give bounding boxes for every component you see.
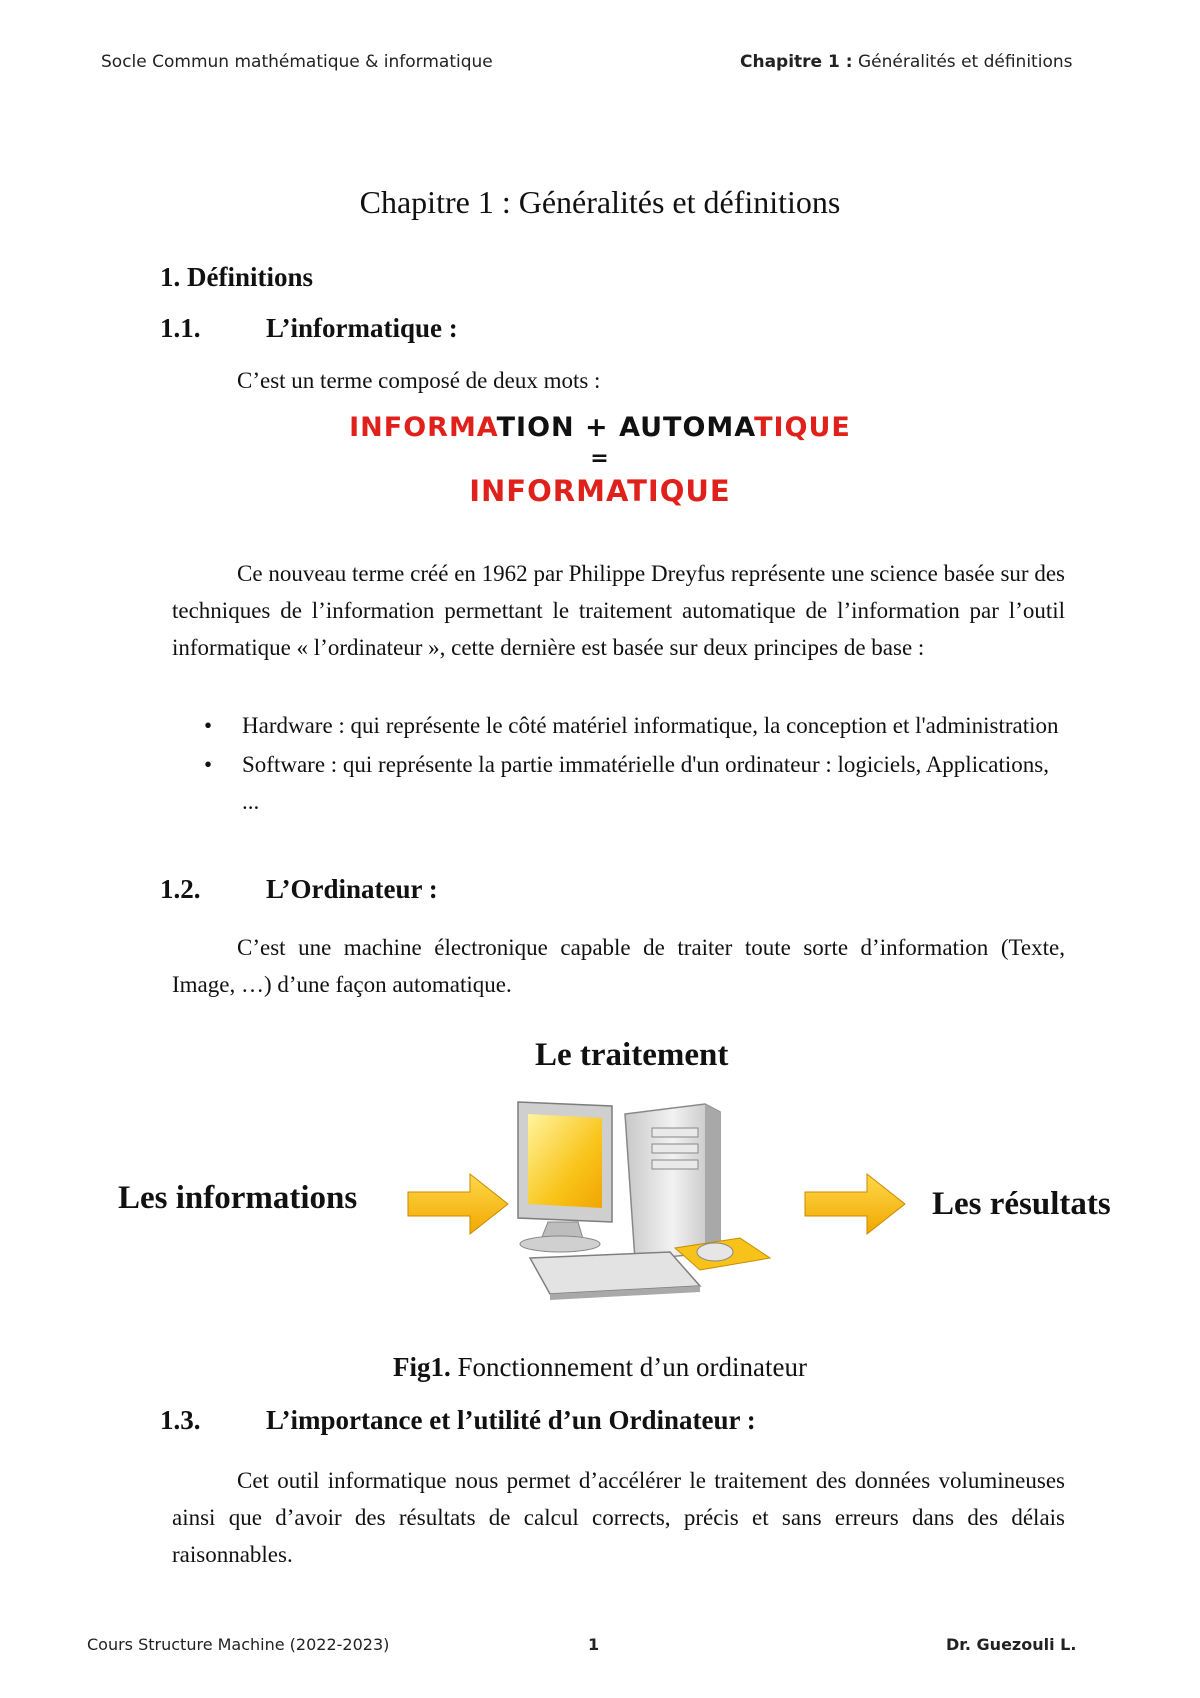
formula-plus: + [574,412,620,443]
section-1-3-title: L’importance et l’utilité d’un Ordinateur : [266,1405,756,1435]
formula-word1-black: TION [496,412,575,443]
chapter-title: Chapitre 1 : Généralités et définitions [359,184,841,220]
section-1-1-number: 1.1. [160,313,201,343]
section-1-2-paragraph: C’est une machine électronique capable de traiter toute sorte d’information (Texte, Image, …) d’une façon automatique. [172,935,1065,997]
list-item-hardware: • Hardware : qui représente le côté matériel informatique, la conception et l'administration [198,707,1066,744]
section-1-2-heading [160,874,438,905]
computer-diagram [400,1080,920,1320]
running-header-right [740,52,1072,72]
section-1-1-intro: C’est un terme composé de deux mots : [237,368,601,393]
section-1-2-number: 1.2. [160,874,201,904]
formula-word2-red: TIQUE [754,412,851,443]
formula-result: INFORMATIQUE [469,474,731,508]
section-1-2-title: L’Ordinateur : [266,874,438,904]
figure-caption [0,1352,1200,1383]
input-arrow-icon [408,1174,508,1234]
formula-equals: = [590,446,610,471]
section-1-3-number: 1.3. [160,1405,201,1435]
formula-line [0,412,1200,443]
formula-word1-red: INFORMA [349,412,497,443]
page-number: 1 [588,1635,600,1654]
section-1-3-heading [160,1405,756,1436]
monitor-icon [518,1102,612,1252]
figure-caption-text: Fonctionnement d’un ordinateur [450,1352,807,1382]
section-1-1-title: L’informatique : [266,313,458,343]
section-1-1-paragraph: Ce nouveau terme créé en 1962 par Philippe Dreyfus représente une science basée sur des techniques de l’information permettant le traitement automatique de l’information par l’outil informatique « l’ordinateur », cette dernière est basée sur deux principes de base : [172,561,1065,660]
section-1-3-paragraph: Cet outil informatique nous permet d’accélérer le traitement des données volumineuses ainsi que d’avoir des résultats de calcul corrects, précis et sans erreurs dans des délais raisonnables. [172,1468,1065,1567]
figure-caption-label: Fig1. [393,1352,451,1382]
footer-course: Cours Structure Machine (2022-2023) [87,1635,390,1654]
figure-label-output: Les résultats [932,1186,1111,1222]
figure-label-input: Les informations [118,1180,358,1216]
output-arrow-icon [805,1174,905,1234]
keyboard-icon [530,1252,700,1300]
running-header-chapter-title: Généralités et définitions [852,52,1073,72]
principles-list [198,707,1066,822]
section-1-1-heading [160,313,458,344]
list-item-software: • Software : qui représente la partie immatérielle d'un ordinateur : logiciels, Applications, ... [198,746,1066,820]
running-header-left: Socle Commun mathématique & informatique [101,52,493,72]
figure-label-processing: Le traitement [535,1037,729,1073]
section-1-heading: 1. Définitions [160,262,314,292]
formula-word2-black: AUTOMA [619,412,755,443]
footer-author: Dr. Guezouli L. [946,1635,1077,1654]
running-header-chapter: Chapitre 1 : [740,52,853,72]
computer-tower-icon [625,1104,720,1260]
